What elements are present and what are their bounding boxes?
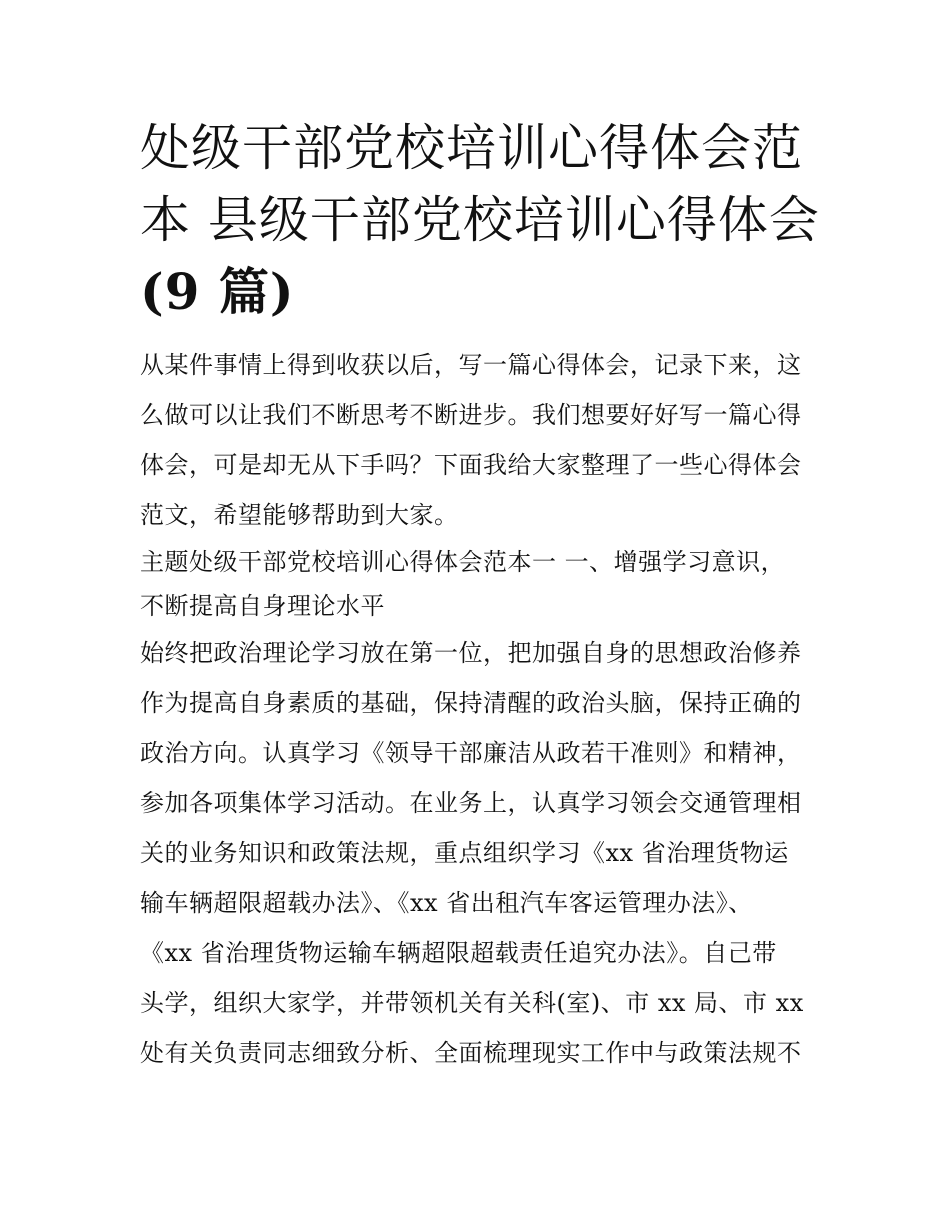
section-heading — [140, 540, 815, 628]
document-title — [140, 112, 820, 328]
section-heading-line: 主题处级干部党校培训心得体会范本一 一、增强学习意识， — [140, 548, 786, 576]
title-line-1: 处级干部党校培训心得体会范 — [140, 119, 803, 177]
body-line: 参加各项集体学习活动。在业务上，认真学习领会交通管理相 — [140, 789, 802, 817]
body-line: 输车辆超限超载办法》、《xx 省出租汽车客运管理办法》、 — [140, 889, 753, 917]
body-line: 《xx 省治理货物运输车辆超限超载责任追究办法》。自己带 — [140, 939, 777, 967]
intro-paragraph — [140, 340, 815, 540]
intro-line: 范文，希望能够帮助到大家。 — [140, 501, 459, 529]
body-line: 始终把政治理论学习放在第一位，把加强自身的思想政治修养 — [140, 639, 802, 667]
intro-line: 体会，可是却无从下手吗？下面我给大家整理了一些心得体会 — [140, 451, 802, 479]
body-line: 关的业务知识和政策法规，重点组织学习《xx 省治理货物运 — [140, 839, 789, 867]
section-heading-line: 不断提高自身理论水平 — [140, 592, 385, 620]
intro-line: 么做可以让我们不断思考不断进步。我们想要好好写一篇心得 — [140, 401, 802, 429]
intro-line: 从某件事情上得到收获以后，写一篇心得体会，记录下来，这 — [140, 351, 802, 379]
body-paragraph — [140, 628, 815, 1078]
body-line: 政治方向。认真学习《领导干部廉洁从政若干准则》和精神， — [140, 739, 802, 767]
title-line-2: 本 县级干部党校培训心得体会 — [140, 191, 820, 249]
title-line-3: (9 篇) — [140, 262, 295, 321]
body-line: 处有关负责同志细致分析、全面梳理现实工作中与政策法规不 — [140, 1039, 802, 1067]
body-line: 作为提高自身素质的基础，保持清醒的政治头脑，保持正确的 — [140, 689, 802, 717]
document-page — [140, 112, 820, 1078]
body-line: 头学，组织大家学，并带领机关有关科(室)、市 xx 局、市 xx — [140, 989, 804, 1017]
